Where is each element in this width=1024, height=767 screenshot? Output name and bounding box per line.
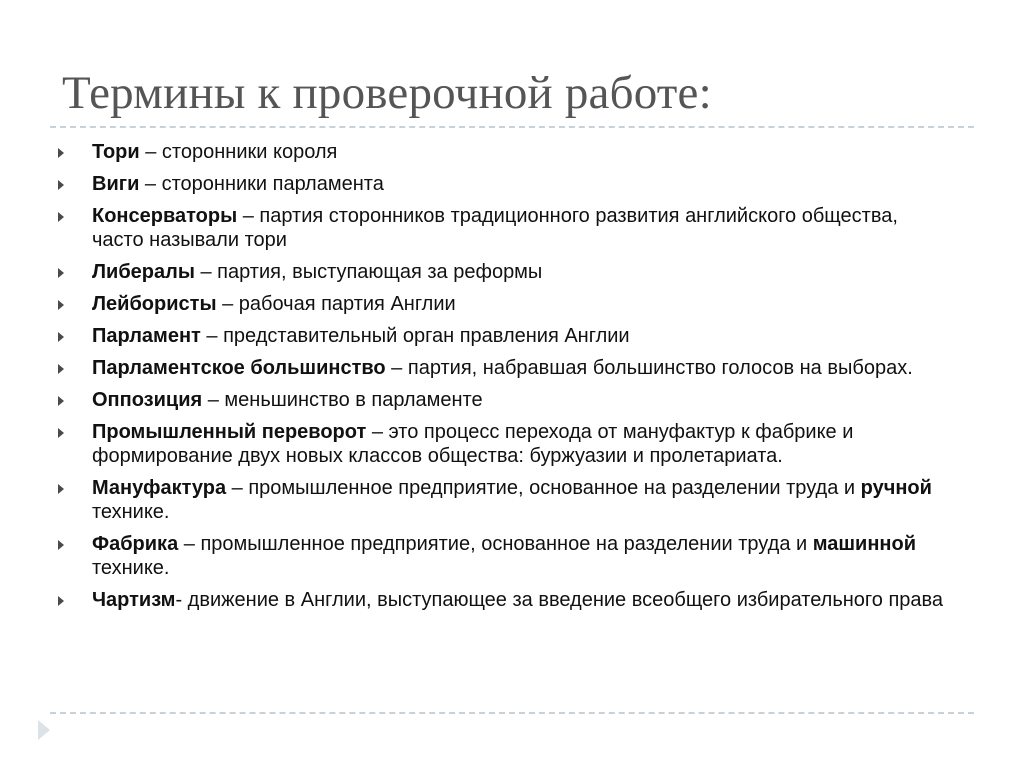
term-definition: – промышленное предприятие, основанное на разделении труда и: [178, 533, 813, 555]
term-definition: – это процесс перехода от мануфактур к фабрике и формирование двух новых классов общества: буржуазии и пролетариата.: [92, 421, 854, 467]
term-label: Парламент: [92, 325, 201, 347]
bottom-divider: [50, 712, 974, 714]
term-label: Парламентское большинство: [92, 357, 386, 379]
list-item: [0, 172, 1024, 196]
term-definition: – рабочая партия Англии: [216, 293, 456, 315]
bullet-triangle-icon: [58, 364, 64, 374]
slide-title: Термины к проверочной работе:: [62, 67, 712, 119]
list-item: [0, 292, 1024, 316]
term-definition: – меньшинство в парламенте: [202, 389, 483, 411]
list-item: [0, 588, 1024, 612]
bullet-triangle-icon: [58, 180, 64, 190]
term-label: Виги: [92, 173, 140, 195]
terms-list: [0, 140, 1024, 620]
list-item: [0, 140, 1024, 164]
term-label: Мануфактура: [92, 477, 227, 499]
list-item: [0, 420, 1024, 468]
term-label: Промышленный переворот: [92, 421, 367, 443]
list-item: [0, 204, 1024, 252]
term-label: Чартизм: [92, 589, 176, 611]
term-label: Либералы: [92, 261, 195, 283]
list-item: [0, 356, 1024, 380]
term-label: Консерваторы: [92, 205, 238, 227]
term-emphasis: машинной: [812, 533, 917, 555]
term-emphasis: ручной: [860, 477, 932, 499]
list-item: [0, 388, 1024, 412]
list-item: [0, 260, 1024, 284]
term-definition: – промышленное предприятие, основанное на разделении труда и: [226, 477, 861, 499]
bullet-triangle-icon: [58, 268, 64, 278]
term-label: Тори: [92, 141, 140, 163]
term-definition-tail: технике.: [92, 501, 170, 523]
term-definition: – представительный орган правления Англии: [200, 325, 630, 347]
term-definition: – сторонники короля: [139, 141, 338, 163]
list-item: [0, 324, 1024, 348]
term-definition: – партия, набравшая большинство голосов на выборах.: [385, 357, 913, 379]
bullet-triangle-icon: [58, 396, 64, 406]
list-item: [0, 532, 1024, 580]
top-divider: [50, 126, 974, 128]
bullet-triangle-icon: [58, 484, 64, 494]
term-label: Лейбористы: [92, 293, 217, 315]
term-definition: - движение в Англии, выступающее за введение всеобщего избирательного права: [175, 589, 944, 611]
bullet-triangle-icon: [58, 596, 64, 606]
bullet-triangle-icon: [58, 428, 64, 438]
bullet-triangle-icon: [58, 332, 64, 342]
bullet-triangle-icon: [58, 300, 64, 310]
play-triangle-icon: [38, 720, 50, 740]
term-definition: – партия сторонников традиционного развития английского общества, часто называли тори: [92, 205, 898, 251]
term-definition-tail: технике.: [92, 557, 170, 579]
term-label: Оппозиция: [92, 389, 203, 411]
bullet-triangle-icon: [58, 148, 64, 158]
bullet-triangle-icon: [58, 212, 64, 222]
list-item: [0, 476, 1024, 524]
term-label: Фабрика: [92, 533, 179, 555]
term-definition: – сторонники парламента: [139, 173, 384, 195]
term-definition: – партия, выступающая за реформы: [194, 261, 543, 283]
bullet-triangle-icon: [58, 540, 64, 550]
